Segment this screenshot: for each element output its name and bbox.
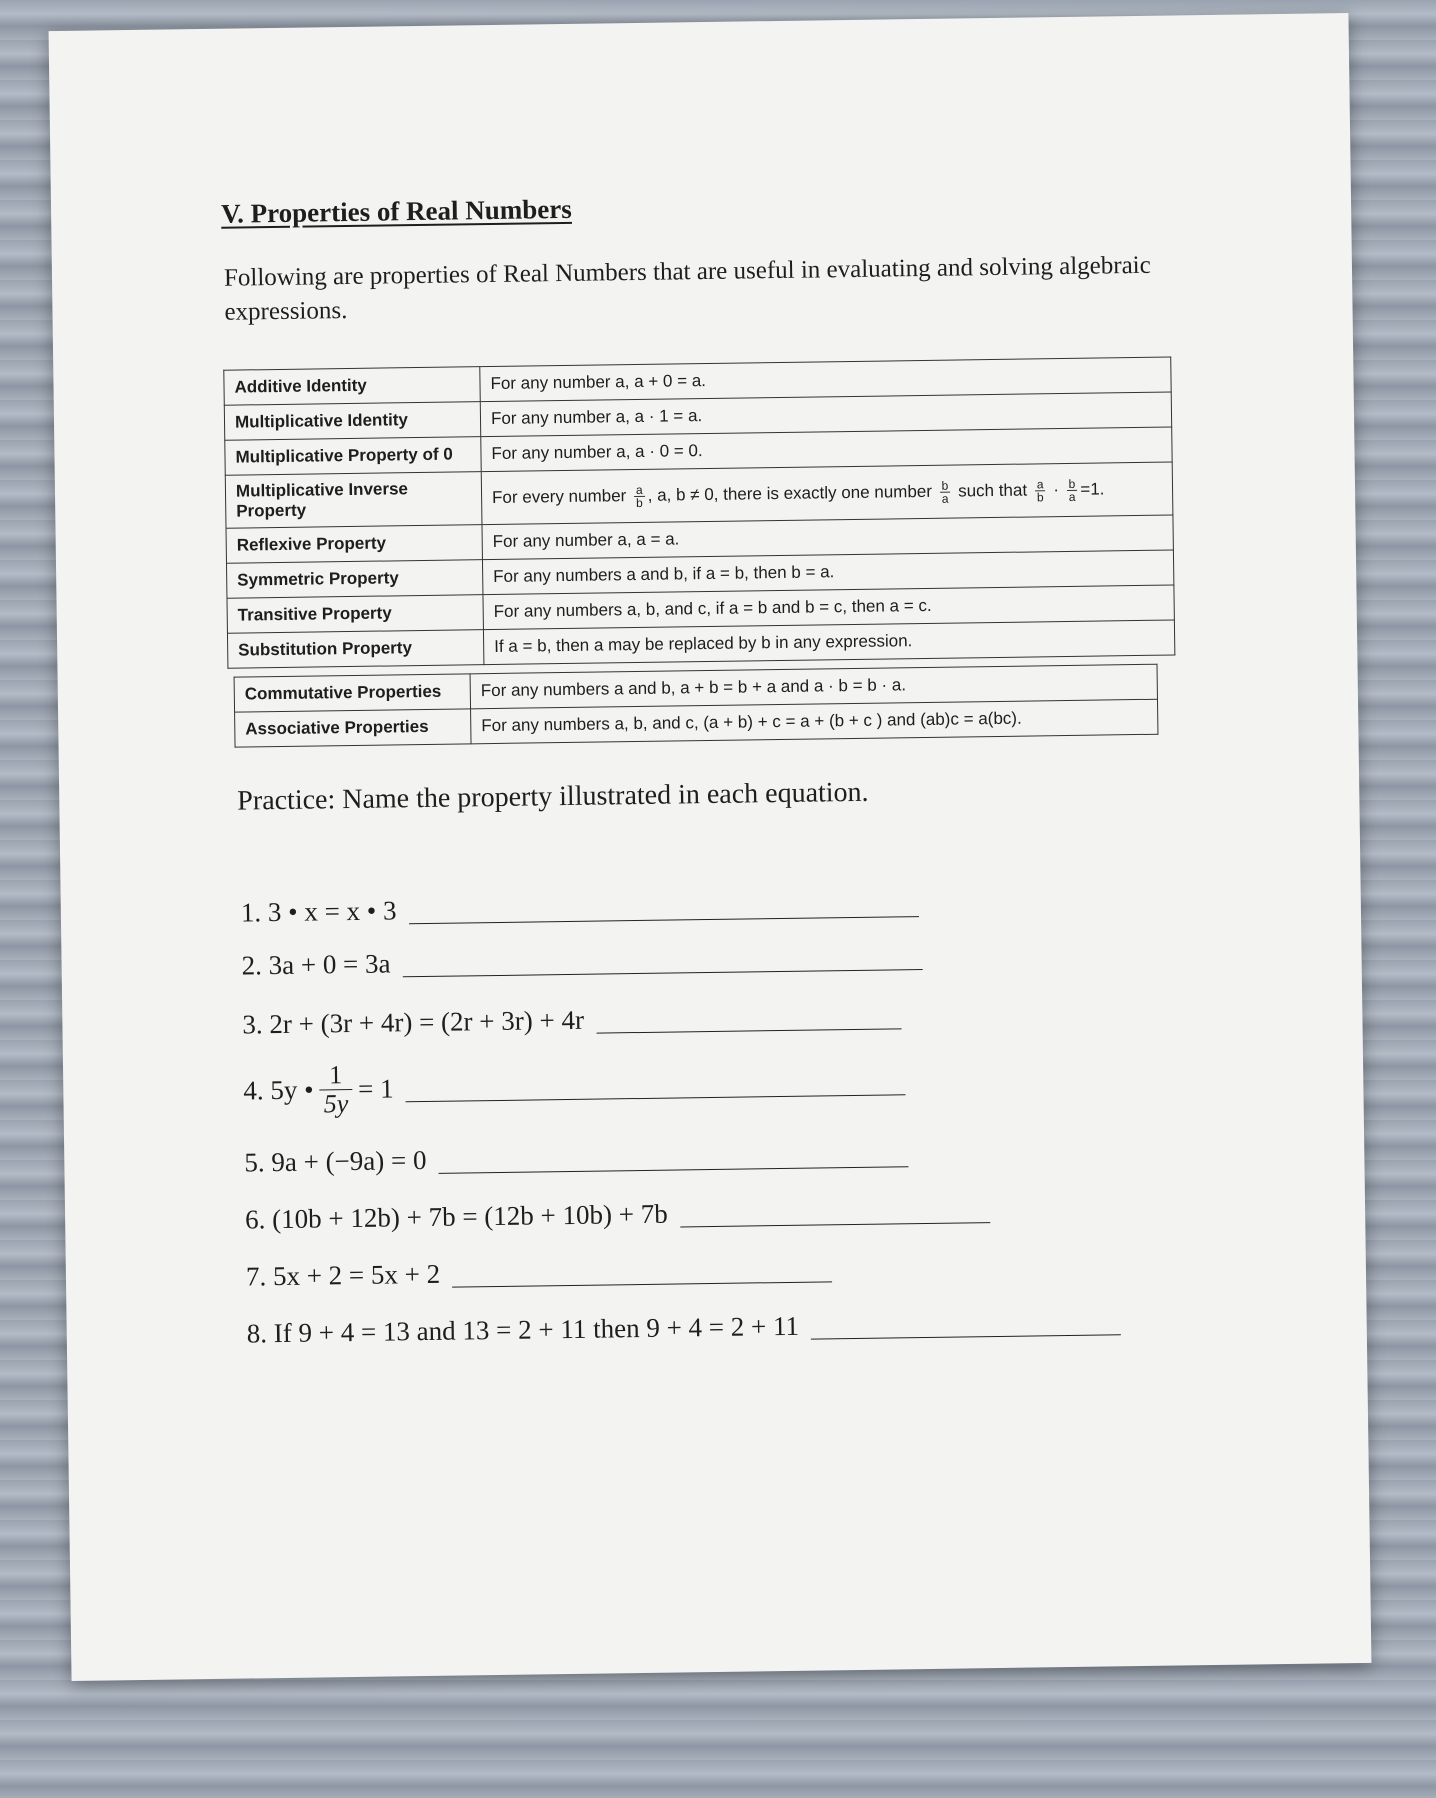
answer-blank[interactable] (408, 890, 918, 924)
property-desc: For any number a, a = a. (482, 515, 1173, 560)
property-name: Commutative Properties (234, 674, 470, 712)
intro-text: Following are properties of Real Numbers that are useful in evaluating and solving algebraic expressions. (223, 251, 1151, 326)
fraction-den: 5y (323, 1089, 349, 1119)
section-title: V. Properties of Real Numbers (220, 193, 572, 229)
answer-blank[interactable] (452, 1255, 832, 1287)
properties-table (223, 357, 1175, 669)
fraction (319, 1061, 352, 1118)
property-name: Reflexive Property (226, 525, 482, 564)
question-number: 7. (245, 1261, 267, 1292)
question-equation: If 9 + 4 = 13 and 13 = 2 + 11 then 9 + 4 = 2 + 11 (273, 1310, 800, 1349)
practice-heading: Practice: Name the property illustrated in each equation. (237, 776, 869, 817)
answer-blank[interactable] (402, 943, 922, 977)
dot-symbol: · (1053, 479, 1060, 499)
desc-text: =1. (1080, 478, 1105, 499)
worksheet-paper (49, 13, 1372, 1681)
question (244, 1134, 1194, 1178)
question-equation: 5y • (270, 1074, 314, 1106)
property-name: Multiplicative Identity (224, 402, 480, 441)
question-number: 3. (242, 1009, 263, 1040)
question-number: 6. (244, 1204, 266, 1235)
question (241, 937, 1191, 981)
answer-blank[interactable] (438, 1140, 908, 1174)
fraction (1067, 477, 1078, 502)
question-number: 1. (240, 897, 262, 928)
question-equation: 3a + 0 = 3a (268, 948, 391, 981)
answer-blank[interactable] (596, 1002, 901, 1033)
property-desc: For any numbers a and b, a + b = b + a and a · b = b · a. (470, 664, 1157, 709)
fraction-den: a (941, 491, 949, 506)
question (245, 1191, 1195, 1235)
desc-text: such that (957, 480, 1028, 500)
property-name: Associative Properties (235, 709, 471, 747)
fraction-den: a (1068, 489, 1076, 504)
fraction-den: b (1036, 489, 1044, 504)
fraction-num: a (1036, 476, 1044, 491)
fraction-den: b (635, 495, 643, 510)
desc-text: , a, b ≠ 0, there is exactly one number (647, 481, 933, 505)
property-desc: For any number a, a · 0 = 0. (481, 427, 1172, 472)
properties-table-2 (234, 664, 1159, 748)
fraction-num: a (635, 482, 643, 497)
question-equation: 3 • x = x • 3 (267, 895, 397, 928)
property-name: Substitution Property (227, 630, 483, 669)
property-name: Transitive Property (227, 595, 483, 634)
property-desc: For any number a, a + 0 = a. (480, 357, 1171, 402)
property-desc (481, 462, 1173, 525)
question-number: 2. (241, 950, 263, 981)
property-name: Additive Identity (224, 367, 480, 406)
question-equation: 2r + (3r + 4r) = (2r + 3r) + 4r (269, 1004, 585, 1040)
question-equation: (10b + 12b) + 7b = (12b + 10b) + 7b (271, 1198, 668, 1235)
fraction-num: b (1068, 476, 1076, 491)
question (246, 1248, 1196, 1292)
fraction (1035, 478, 1046, 503)
question-number: 4. (243, 1075, 264, 1106)
property-desc: For any numbers a, b, and c, (a + b) + c = a + (b + c ) and (ab)c = a(bc). (471, 699, 1158, 744)
desc-text: For every number (491, 485, 627, 507)
fraction (634, 483, 645, 508)
property-desc: For any number a, a · 1 = a. (480, 392, 1171, 437)
fraction (940, 479, 951, 504)
property-name: Symmetric Property (226, 560, 482, 599)
property-desc: If a = b, then a may be replaced by b in any expression. (483, 620, 1174, 665)
property-name: Multiplicative Inverse Property (225, 472, 482, 529)
question (241, 884, 1191, 928)
question-number: 8. (246, 1318, 268, 1349)
answer-blank[interactable] (811, 1308, 1121, 1339)
answer-blank[interactable] (405, 1068, 905, 1102)
fraction-num: b (941, 478, 949, 493)
property-name: Multiplicative Property of 0 (225, 437, 481, 476)
question-number: 5. (244, 1147, 265, 1178)
fraction-num: 1 (319, 1061, 352, 1090)
question (242, 996, 1192, 1040)
question-equation: 5x + 2 = 5x + 2 (272, 1258, 441, 1292)
property-desc: For any numbers a and b, if a = b, then b = a. (482, 550, 1173, 595)
answer-blank[interactable] (680, 1196, 990, 1227)
question (243, 1049, 1194, 1119)
question-equation: 9a + (−9a) = 0 (271, 1144, 427, 1178)
worksheet-content (221, 185, 1197, 1349)
question (247, 1305, 1197, 1349)
property-desc: For any numbers a, b, and c, if a = b and b = c, then a = c. (483, 585, 1174, 630)
question-equation: = 1 (357, 1073, 394, 1104)
